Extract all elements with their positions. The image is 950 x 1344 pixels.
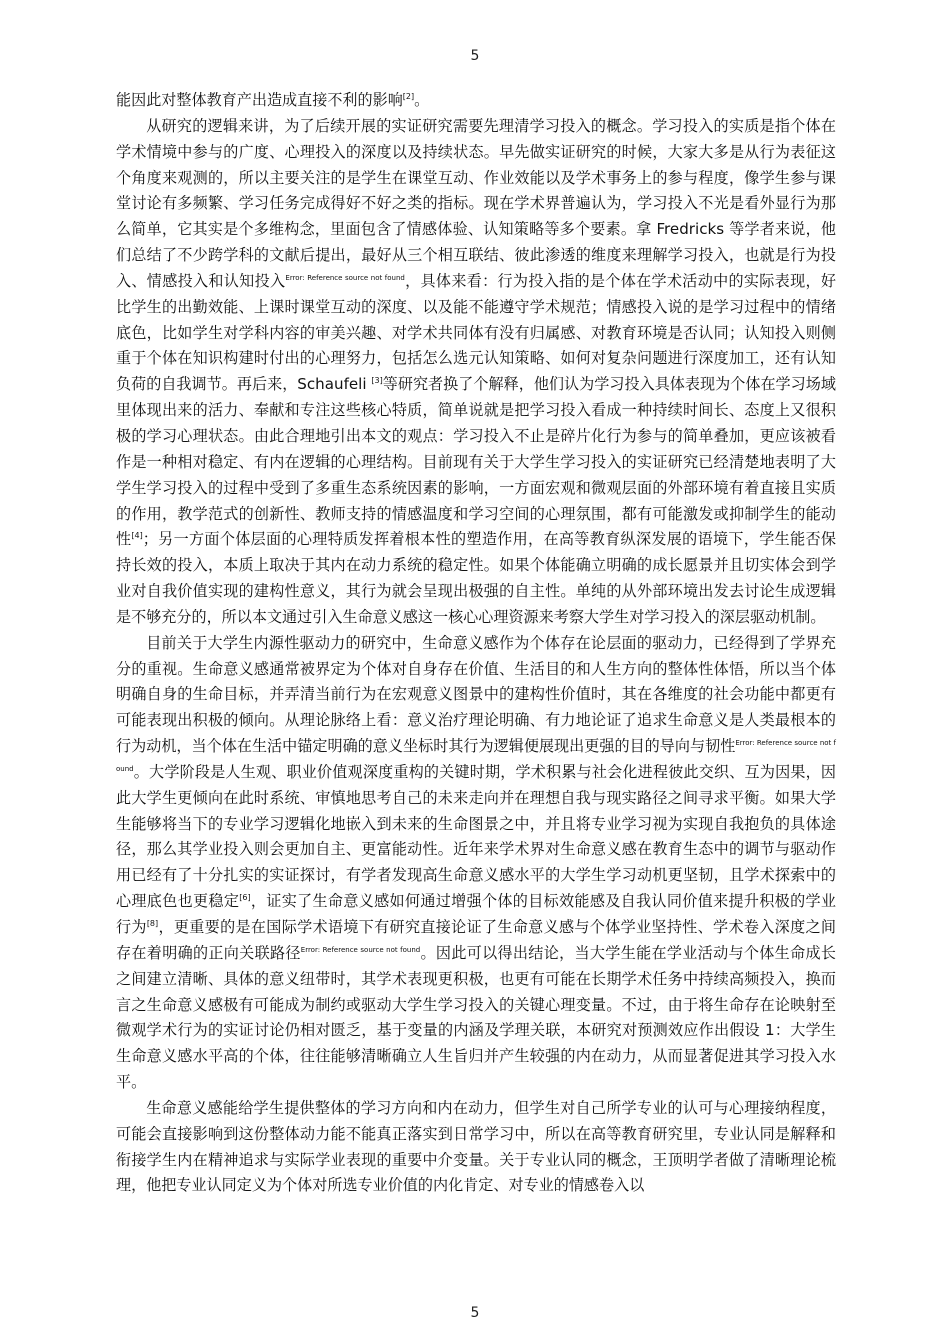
body-text: 。因此可以得出结论，当大学生能在学业活动与个体生命成长之间建立清晰、具体的意义纽带时，其学术表现更积极，也更有可能在长期学术任务中持续高频投入，换而言之生命意义感极有可能成为制约或驱动大学生学习投入的关键心理变量。不过，由于将生命存在论映射至微观学术行为的实证讨论仍相对匮乏，基于变量的内涵及学理关联，本研究对预测效应作出假设 1：大学生生命意义感水平高的个体，往往能够清晰确立人生旨归并产生较强的内在动力，从而显著促进其学习投入水平。 — [116, 943, 836, 1092]
citation-ref: [6] — [239, 893, 251, 903]
page-number-top: 5 — [470, 48, 480, 64]
body-text: ，更重要的是在国际学术语境下有研究直接论证了生命意义感与个体学业坚持性、学术卷入深度之间存在着明确的正向关联路径 — [116, 918, 836, 962]
paragraph-learning-engagement — [116, 114, 836, 631]
page-number-bottom: 5 — [470, 1305, 480, 1321]
citation-ref: [8] — [146, 918, 159, 928]
reference-error-marker: Error: Reference source not found — [116, 739, 836, 773]
body-text: 能因此对整体教育产出造成直接不利的影响 — [116, 91, 403, 109]
body-text: ，具体来看：行为投入指的是个体在学术活动中的实际表现，好比学生的出勤效能、上课时课堂互动的深度、以及能不能遵守学术规范；情感投入说的是学习过程中的情绪底色，比如学生对学科内容的审美兴趣、对学术共同体有没有归属感、对教育环境是否认同；认知投入则侧重于个体在知识构建时付出的心理努力，包括怎么选元认知策略、如何对复杂问题进行深度加工，还有认知负荷的自我调节。再后来，Schaufeli — [116, 271, 836, 394]
reference-error-marker: Error: Reference source not found — [300, 945, 421, 954]
body-text: 。 — [414, 91, 430, 109]
body-text: 从研究的逻辑来讲，为了后续开展的实证研究需要先理清学习投入的概念。学习投入的实质是指个体在学术情境中参与的广度、心理投入的深度以及持续状态。早先做实证研究的时候，大家大多是从行为表征这个角度来观测的，所以主要关注的是学生在课堂互动、作业效能以及学术事务上的参与程度，像学生参与课堂讨论有多频繁、学习任务完成得好不好之类的指标。现在学术界普遍认为，学习投入不光是看外显行为那么简单，它其实是个多维构念，里面包含了情感体验、认知策略等多个要素。拿 Fredricks 等学者来说，他们总结了不少跨学科的文献后提出，最好从三个相互联结、彼此渗透的维度来理解学习投入，也就是行为投入、情感投入和认知投入 — [116, 116, 836, 290]
citation-ref: [4] — [131, 531, 143, 541]
paragraph-professional-identity — [116, 1096, 836, 1199]
paragraph-continuation — [116, 88, 836, 114]
body-text: 生命意义感能给学生提供整体的学习方向和内在动力，但学生对自己所学专业的认可与心理接纳程度，可能会直接影响到这份整体动力能不能真正落实到日常学习中，所以在高等教育研究里，专业认同是解释和衔接学生内在精神追求与实际学业表现的重要中介变量。关于专业认同的概念，王顶明学者做了清晰理论梳理，他把专业认同定义为个体对所选专业价值的内化肯定、对专业的情感卷入以 — [116, 1098, 836, 1195]
body-text: ；另一方面个体层面的心理特质发挥着根本性的塑造作用，在高等教育纵深发展的语境下，学生能否保持长效的投入，本质上取决于其内在动力系统的稳定性。如果个体能确立明确的成长愿景并且切实体会到学业对自我价值实现的建构性意义，其行为就会呈现出极强的自主性。单纯的从外部环境出发去讨论生成逻辑是不够充分的，所以本文通过引入生命意义感这一核心心理资源来考察大学生对学习投入的深层驱动机制。 — [116, 530, 836, 626]
reference-error-marker: Error: Reference source not found — [285, 273, 405, 282]
body-text: 等研究者换了个解释，他们认为学习投入具体表现为个体在学习场域里体现出来的活力、奉献和专注这些核心特质，简单说就是把学习投入看成一种持续时间长、态度上又很积极的学习心理状态。由此合理地引出本文的观点：学习投入不止是碎片化行为参与的简单叠加，更应该被看作是一种相对稳定、有内在逻辑的心理结构。目前现有关于大学生学习投入的实证研究已经清楚地表明了大学生学习投入的过程中受到了多重生态系统因素的影响，一方面宏观和微观层面的外部环境有着直接且实质的作用，教学范式的创新性、教师支持的情感温度和学习空间的心理氛围，都有可能激发或抑制学生的能动性 — [116, 375, 836, 549]
paragraph-meaning-in-life — [116, 631, 836, 1096]
citation-ref: [3] — [371, 376, 383, 386]
body-text: 目前关于大学生内源性驱动力的研究中，生命意义感作为个体存在论层面的驱动力，已经得到了学界充分的重视。生命意义感通常被界定为个体对自身存在价值、生活目的和人生方向的整体性体悟，所以当个体明确自身的生命目标，并弄清当前行为在宏观意义图景中的建构性价值时，其在各维度的社会功能中都更有可能表现出积极的倾向。从理论脉络上看：意义治疗理论明确、有力地论证了追求生命意义是人类最根本的行为动机，当个体在生活中锚定明确的意义坐标时其行为逻辑便展现出更强的目的导向与韧性 — [116, 633, 836, 756]
body-text: ，证实了生命意义感如何通过增强个体的目标效能感及自我认同价值来提升积极的学业行为 — [116, 892, 836, 936]
body-text: 。大学阶段是人生观、职业价值观深度重构的关键时期，学术积累与社会化进程彼此交织、互为因果，因此大学生更倾向在此时系统、审慎地思考自己的未来走向并在理想自我与现实路径之间寻求平衡。如果大学生能够将当下的专业学习逻辑化地嵌入到未来的生命图景之中，并且将专业学习视为实现自我抱负的具体途径，那么其学业投入则会更加自主、更富能动性。近年来学术界对生命意义感在教育生态中的调节与驱动作用已经有了十分扎实的实证探讨，有学者发现高生命意义感水平的大学生学习动机更坚韧，且学术探索中的心理底色也更稳定 — [116, 762, 836, 911]
citation-ref: [2] — [402, 91, 415, 101]
document-body — [116, 88, 836, 1199]
